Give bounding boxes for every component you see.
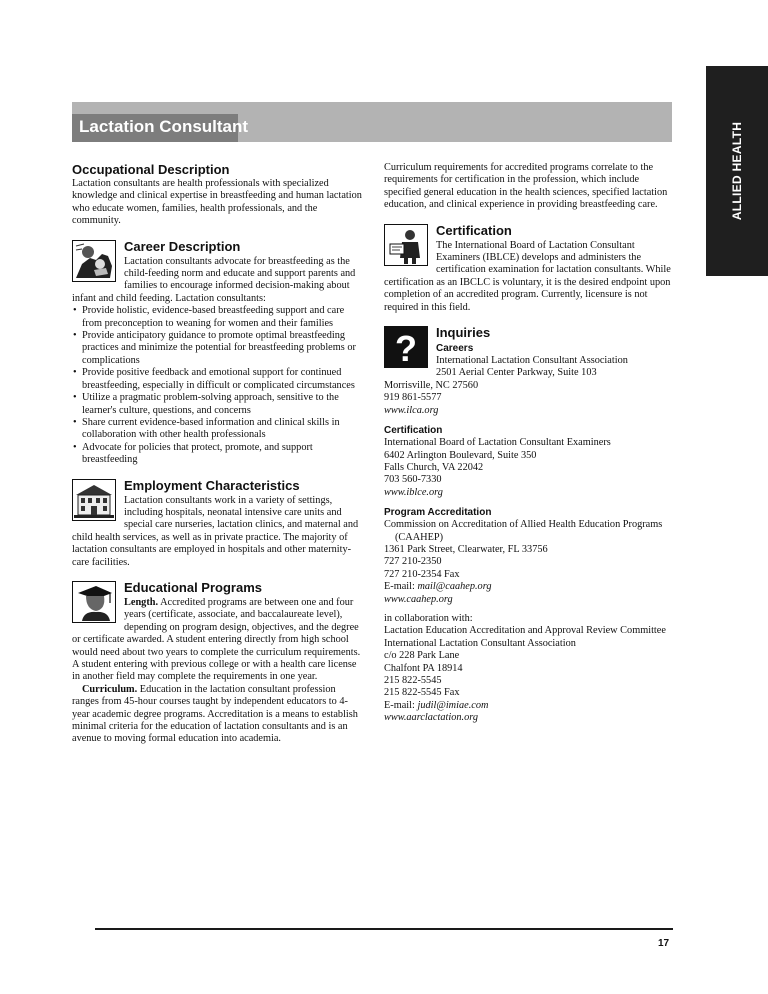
certification-address2: Falls Church, VA 22042 — [384, 461, 484, 473]
certification-address1: 6402 Arlington Boulevard, Suite 350 — [384, 449, 537, 461]
occupational-section — [72, 162, 364, 228]
certification-contact — [384, 424, 674, 499]
footer-rule — [95, 928, 673, 930]
inquiries-heading: Inquiries — [436, 325, 491, 341]
certification-contact-label: Certification — [384, 425, 443, 437]
length-text: Accredited programs are between one and four years (certificate, associate, and baccalaureate level), depending on program design, objectives, and the degree or certificate awarded. A student entering directly from high school would need about two years to complete the curriculum requirements. A student entering with previous college or with a health care license in another field may complete the requirements in one year. — [72, 596, 361, 683]
occupational-heading: Occupational Description — [72, 162, 230, 177]
accreditation-fax: 727 210-2354 Fax — [384, 568, 460, 580]
career-bullets — [72, 305, 364, 466]
list-item: • Provide holistic, evidence-based breastfeeding support and care from preconception to weaning for women and their families — [73, 305, 345, 329]
curriculum-continued — [384, 162, 674, 212]
careers-address1: 2501 Aerial Center Parkway, Suite 103 — [436, 367, 597, 379]
list-item: • Advocate for policies that protect, promote, and support breastfeeding — [73, 441, 313, 466]
employment-heading: Employment Characteristics — [124, 477, 300, 493]
educational-section — [72, 579, 364, 746]
collab-address2: Chalfont PA 18914 — [384, 662, 463, 674]
careers-label: Careers — [436, 343, 474, 355]
careers-address2: Morrisville, NC 27560 — [384, 379, 479, 391]
curriculum-text: Education in the lactation consultant profession ranges from 45-hour courses taught by independent educators to 4-year academic degree programs. Accreditation is a means to establish minimal criteria for the education of lactation consultants and is an avenue to moving formal education into academia. — [72, 683, 358, 745]
certification-text: The International Board of Lactation Consultant Examiners (IBLCE) develops and administers the certification examination for lactation consultants. While certification as an IBCLC is voluntary, it is the desired endpoint upon completion of an accredited program. Currently, licensure is not required in this field. — [384, 239, 671, 313]
right-column — [384, 162, 674, 735]
career-icon — [72, 240, 116, 282]
certification-url[interactable]: www.iblce.org — [384, 486, 443, 498]
career-heading: Career Description — [124, 238, 241, 254]
list-item: • Provide positive feedback and emotional support for continued breastfeeding, especially in difficult or complicated circumstances — [73, 367, 355, 391]
list-item: • Provide anticipatory guidance to promote optimal breastfeeding practices and minimize the potential for breastfeeding problems or complications — [73, 330, 356, 366]
collab-org2: International Lactation Consultant Association — [384, 637, 576, 649]
collab-org1: Lactation Education Accreditation and Approval Review Committee — [384, 625, 666, 637]
employment-text: Lactation consultants work in a variety of settings, including hospitals, neonatal intensive care units and special care nurseries, lactation clinics, and maternal and child health services, as well as in private practice. The majority of lactation consultants are employed in hospitals and other maternity-care facilities. — [72, 494, 359, 568]
educational-heading: Educational Programs — [124, 579, 262, 595]
accreditation-phone: 727 210-2350 — [384, 556, 442, 568]
accreditation-address: 1361 Park Street, Clearwater, FL 33756 — [384, 543, 548, 555]
question-icon — [384, 326, 428, 368]
careers-phone: 919 861-5577 — [384, 392, 442, 404]
collab-intro: in collaboration with: — [384, 612, 473, 624]
length-label: Length. — [124, 596, 159, 608]
careers-org: International Lactation Consultant Association — [436, 355, 628, 367]
accreditation-contact — [384, 506, 674, 606]
certification-section — [384, 222, 674, 314]
certification-heading: Certification — [436, 222, 512, 238]
certification-phone: 703 560-7330 — [384, 474, 442, 486]
accreditation-label: Program Accreditation — [384, 507, 492, 519]
certification-org: International Board of Lactation Consultant Examiners — [384, 437, 611, 449]
collab-address1: c/o 228 Park Lane — [384, 650, 460, 662]
accreditation-url[interactable]: www.caahep.org — [384, 593, 453, 605]
careers-url[interactable]: www.ilca.org — [384, 404, 439, 416]
collab-fax: 215 822-5545 Fax — [384, 687, 460, 699]
curriculum-cont-text: Curriculum requirements for accredited programs correlate to the requirements for certification in the profession, which include specified general education in the health sciences, specified lactation education, and clinical experience in providing breastfeeding care. — [384, 162, 668, 211]
collab-url[interactable]: www.aarclactation.org — [384, 712, 479, 724]
accreditation-email-line: E-mail: mail@caahep.org — [384, 581, 492, 593]
career-section — [72, 238, 364, 467]
curriculum-paragraph — [72, 684, 364, 746]
accreditation-email[interactable]: mail@caahep.org — [417, 581, 492, 593]
list-item: • Utilize a pragmatic problem-solving approach, sensitive to the learner's culture, questions, and concerns — [73, 392, 339, 416]
accreditation-org: Commission on Accreditation of Allied Health Education Programs (CAAHEP) — [384, 519, 663, 543]
occupational-text: Lactation consultants are health professionals with specialized knowledge and clinical expertise in breastfeeding and human lactation who educate women, families, health professionals, and the community. — [72, 178, 362, 227]
list-item: • Share current evidence-based information and clinical skills in collaboration with other health professionals — [73, 416, 340, 441]
side-tab-label: ALLIED HEALTH — [730, 121, 744, 221]
left-column — [72, 162, 364, 756]
svg-text:?: ? — [395, 328, 417, 369]
inquiries-section — [384, 324, 674, 725]
graduate-icon — [72, 581, 116, 623]
curriculum-label: Curriculum. — [82, 683, 138, 695]
collab-email[interactable]: judil@imiae.com — [417, 699, 489, 711]
employment-section — [72, 477, 364, 569]
building-icon — [72, 479, 116, 521]
career-intro: Lactation consultants advocate for breastfeeding as the child-feeding norm and educate and support parents and families to encourage informed decision-making about infant and child feeding. Lactation consultants: — [72, 255, 356, 304]
collab-phone: 215 822-5545 — [384, 675, 442, 686]
page-number: 17 — [658, 938, 670, 949]
page-title: Lactation Consultant — [79, 117, 249, 136]
collaboration-contact — [384, 613, 674, 725]
certificate-icon — [384, 224, 428, 266]
collab-email-line: E-mail: judil@imiae.com — [384, 699, 489, 711]
